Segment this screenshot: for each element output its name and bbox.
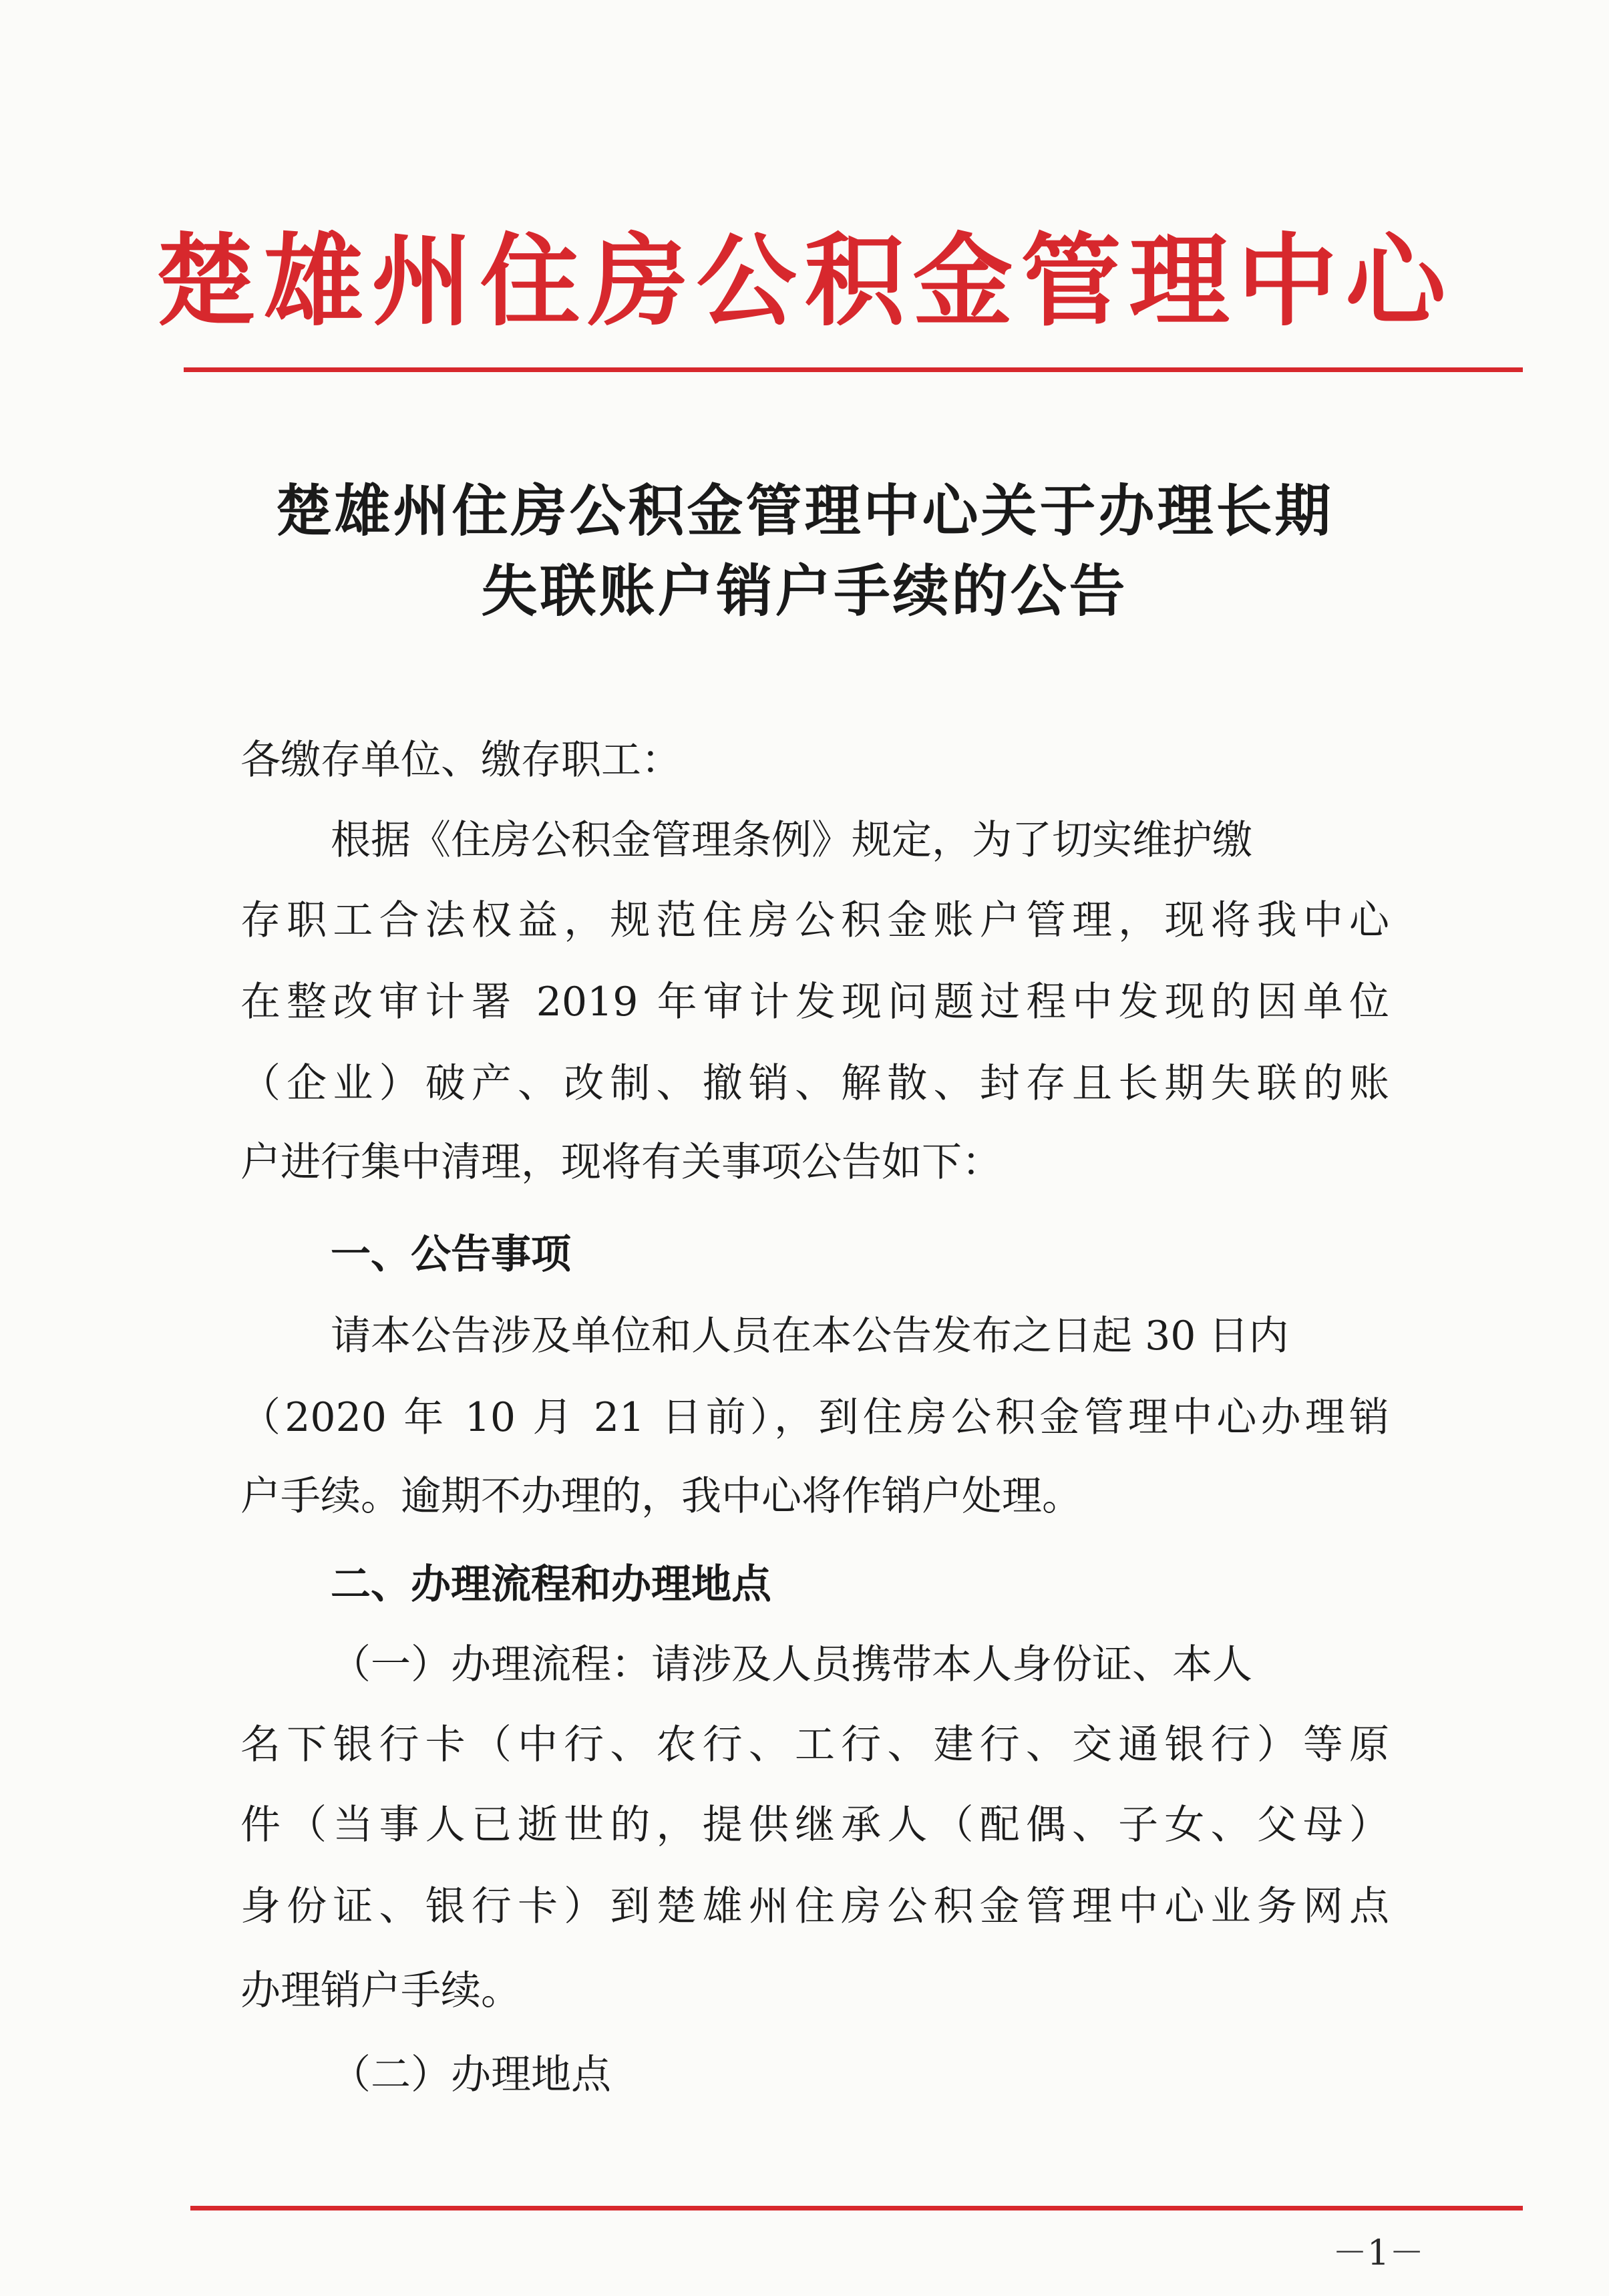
section-1-line-3: 户手续。逾期不办理的，我中心将作销户处理。 xyxy=(240,1473,1082,1520)
salutation: 各缴存单位、缴存职工： xyxy=(240,737,681,784)
document-title-line-2: 失联账户销户手续的公告 xyxy=(481,558,1128,624)
intro-line-1: 根据《住房公积金管理条例》规定，为了切实维护缴 xyxy=(331,817,1252,864)
section-2-line-1: （一）办理流程：请涉及人员携带本人身份证、本人 xyxy=(331,1641,1252,1688)
document-title-line-1: 楚雄州住房公积金管理中心关于办理长期 xyxy=(275,478,1334,544)
intro-line-2: 存职工合法权益，规范住房公积金账户管理，现将我中心 xyxy=(240,897,1389,944)
organization-letterhead: 楚雄州住房公积金管理中心 xyxy=(155,224,1454,340)
section-2-heading: 二、办理流程和办理地点 xyxy=(331,1561,771,1608)
section-2-line-5: 办理销户手续。 xyxy=(240,1967,521,2014)
section-1-heading: 一、公告事项 xyxy=(331,1231,571,1278)
section-2-line-3: 件（当事人已逝世的，提供继承人（配偶、子女、父母） xyxy=(240,1802,1389,1848)
intro-line-3: 在整改审计署 2019 年审计发现问题过程中发现的因单位 xyxy=(240,979,1389,1025)
subsection-2-heading: （二）办理地点 xyxy=(331,2052,611,2098)
section-1-line-1: 请本公告涉及单位和人员在本公告发布之日起 30 日内 xyxy=(331,1313,1289,1359)
intro-line-4: （企业）破产、改制、撤销、解散、封存且长期失联的账 xyxy=(240,1060,1389,1107)
section-2-line-4: 身份证、银行卡）到楚雄州住房公积金管理中心业务网点 xyxy=(240,1883,1389,1930)
footer-divider xyxy=(190,2206,1523,2210)
section-2-line-2: 名下银行卡（中行、农行、工行、建行、交通银行）等原 xyxy=(240,1721,1389,1768)
page-number: －1－ xyxy=(1332,2233,1425,2273)
section-1-line-2: （2020 年 10 月 21 日前），到住房公积金管理中心办理销 xyxy=(240,1394,1389,1441)
intro-line-5: 户进行集中清理，现将有关事项公告如下： xyxy=(240,1139,1002,1186)
letterhead-divider xyxy=(184,367,1523,372)
